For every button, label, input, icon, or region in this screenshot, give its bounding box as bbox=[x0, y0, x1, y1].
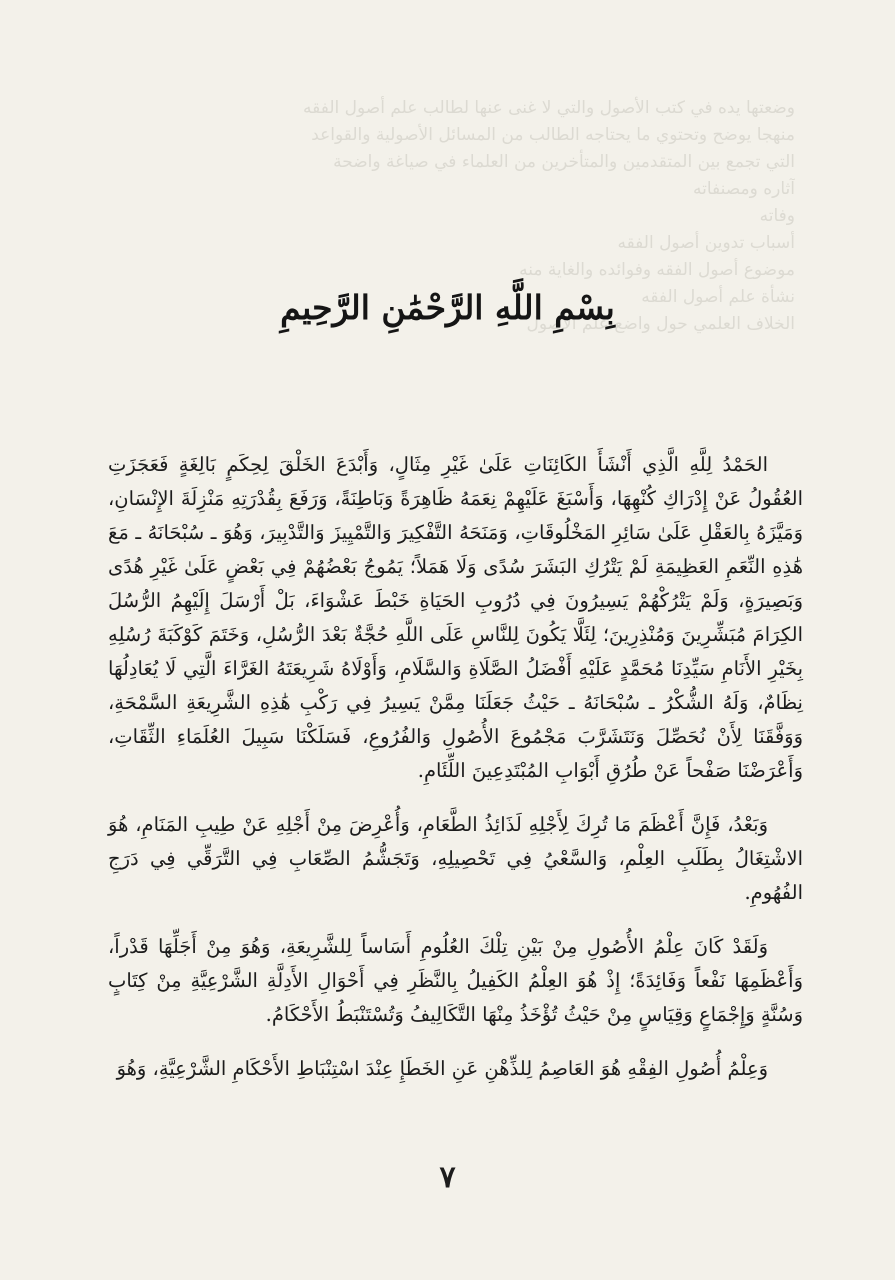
paragraph-wabaad: وَبَعْدُ، فَإِنَّ أَعْظَمَ مَا تُرِكَ لِأَجْلِهِ لَذَائِذُ الطَّعَامِ، وَأُعْرِضَ مِنْ أَجْلِهِ عَنْ طِيبِ المَنَامِ، هُوَ الاشْتِغَالُ بِطَلَبِ العِلْمِ، وَالسَّعْيُ فِي تَحْصِيلِهِ، وَتَجَشُّمُ الصِّعَابِ فِي التَّرَقِّي فِي دَرَجِ الفُهُومِ. bbox=[108, 813, 803, 904]
ghost-line: أسباب تدوين أصول الفقه bbox=[617, 233, 795, 253]
paragraph-continued: وَعِلْمُ أُصُولِ الفِقْهِ هُوَ العَاصِمُ لِلذِّهْنِ عَنِ الخَطَإِ عِنْدَ اسْتِنْبَاطِ الأَحْكَامِ الشَّرْعِيَّةِ، وَهُوَ bbox=[116, 1057, 768, 1080]
body-text bbox=[108, 448, 803, 1106]
ghost-line: الخلاف العلمي حول واضع علم الأصول bbox=[526, 314, 795, 334]
ghost-line: وفاته bbox=[759, 206, 795, 226]
ghost-line: منهجا يوضح وتحتوي ما يحتاجه الطالب من المسائل الأصولية والقواعد bbox=[311, 125, 795, 145]
ghost-line: آثاره ومصنفاته bbox=[693, 179, 795, 199]
ghost-line: موضوع أصول الفقه وفوائده والغاية منه bbox=[519, 260, 795, 280]
page-number: ٧ bbox=[439, 1160, 456, 1195]
paragraph-usul: وَلَقَدْ كَانَ عِلْمُ الأُصُولِ مِنْ بَيْنِ تِلْكَ العُلُومِ أَسَاساً لِلشَّرِيعَةِ، وَهُوَ مِنْ أَجَلِّهَا قَدْراً، وَأَعْظَمِهَا نَفْعاً وَفَائِدَةً؛ إِذْ هُوَ العِلْمُ الكَفِيلُ بِالنَّظَرِ فِي أَحْوَالِ الأَدِلَّةِ الشَّرْعِيَّةِ مِنْ كِتَابٍ وَسُنَّةٍ وَإِجْمَاعٍ وَقِيَاسٍ مِنْ حَيْثُ تُؤْخَذُ مِنْهَا التَّكَالِيفُ وَتُسْتَنْبَطُ الأَحْكَامُ. bbox=[108, 935, 803, 1026]
ghost-line: التي تجمع بين المتقدمين والمتأخرين من العلماء في صياغة واضحة bbox=[333, 152, 795, 172]
ghost-line: وضعتها يده في كتب الأصول والتي لا غنى عنها لطالب علم أصول الفقه bbox=[303, 98, 795, 118]
ghost-line: نشأة علم أصول الفقه bbox=[641, 287, 795, 307]
basmala-heading: بِسْمِ اللَّهِ الرَّحْمَٰنِ الرَّحِيمِ bbox=[280, 288, 615, 327]
paragraph-intro: الحَمْدُ لِلَّهِ الَّذِي أَنْشَأَ الكَائِنَاتِ عَلَىٰ غَيْرِ مِثَالٍ، وَأَبْدَعَ الخَلْقَ لِحِكَمٍ بَالِغَةٍ فَعَجَزَتِ العُقُولُ عَنْ إِدْرَاكِ كُنْهِهَا، وَأَسْبَغَ عَلَيْهِمْ نِعَمَهُ ظَاهِرَةً وَبَاطِنَةً، وَرَفَعَ بِقُدْرَتِهِ مَنْزِلَةَ الإِنْسَانِ، وَمَيَّزَهُ بِالعَقْلِ عَلَىٰ سَائِرِ المَخْلُوقَاتِ، وَمَنَحَهُ التَّفْكِيرَ وَالتَّمْيِيزَ وَالتَّدْبِيرَ، وَهُوَ ـ سُبْحَانَهُ ـ مَعَ هَٰذِهِ النِّعَمِ العَظِيمَةِ لَمْ يَتْرُكِ البَشَرَ سُدًى وَلَا هَمَلاً؛ يَمُوجُ بَعْضُهُمْ فِي بَعْضٍ عَلَىٰ غَيْرِ هُدًى وَبَصِيرَةٍ، وَلَمْ يَتْرُكْهُمْ يَسِيرُونَ فِي دُرُوبِ الحَيَاةِ خَبْطَ عَشْوَاءَ، بَلْ أَرْسَلَ إِلَيْهِمُ الرُّسُلَ الكِرَامَ مُبَشِّرِينَ وَمُنْذِرِينَ؛ لِئَلَّا يَكُونَ لِلنَّاسِ عَلَى اللَّهِ حُجَّةٌ بَعْدَ الرُّسُلِ، وَخَتَمَ كَوْكَبَةَ رُسُلِهِ بِخَيْرِ الأَنَامِ سَيِّدِنَا مُحَمَّدٍ عَلَيْهِ أَفْضَلُ الصَّلَاةِ وَالسَّلَامِ، وَأَوْلَاهُ شَرِيعَتَهُ الغَرَّاءَ الَّتِي لَا يُعَادِلُهَا نِظَامٌ، وَلَهُ الشُّكْرُ ـ سُبْحَانَهُ ـ حَيْثُ جَعَلَنَا مِمَّنْ يَسِيرُ فِي رَكْبِ هَٰذِهِ الشَّرِيعَةِ السَّمْحَةِ، وَوَفَّقَنَا لِأَنْ نُحَصِّلَ وَنَتَشَرَّبَ مَجْمُوعَ الأُصُولِ وَالفُرُوعِ، فَسَلَكْنَا سَبِيلَ العُلَمَاءِ الثِّقَاتِ، وَأَعْرَضْنَا صَفْحاً عَنْ طُرُقِ أَبْوَابِ المُبْتَدِعِينَ اللِّئَامِ. bbox=[108, 453, 803, 782]
